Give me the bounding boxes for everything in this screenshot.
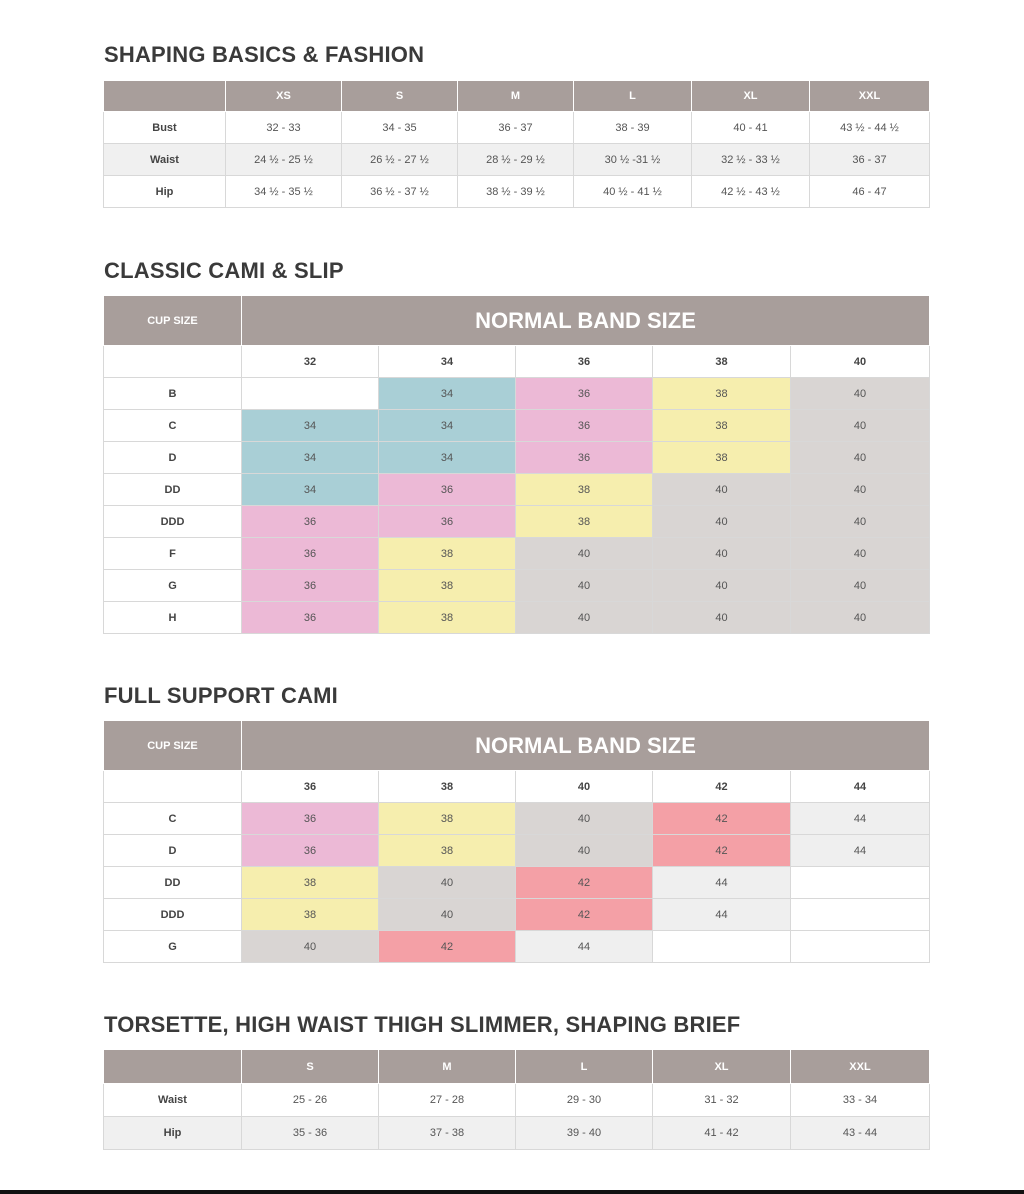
fit-cell: 40	[516, 570, 653, 602]
table-row	[104, 176, 930, 208]
fit-cell: 44	[791, 835, 930, 867]
table-row	[104, 442, 930, 474]
cup-label: DD	[104, 867, 242, 899]
fit-cell: 40	[516, 602, 653, 634]
measure-value: 34 ½ - 35 ½	[226, 176, 342, 208]
fit-cell: 40	[379, 867, 516, 899]
table-row	[104, 378, 930, 410]
size-header: XXL	[791, 1050, 930, 1084]
fit-cell: 36	[242, 835, 379, 867]
table-row	[104, 474, 930, 506]
fit-cell: 40	[242, 931, 379, 963]
fit-cell: 40	[653, 474, 791, 506]
fit-cell: 38	[242, 867, 379, 899]
cup-size-header: CUP SIZE	[104, 296, 242, 346]
size-header: XS	[226, 81, 342, 112]
table-row	[104, 1084, 930, 1117]
fit-cell: 38	[653, 378, 791, 410]
fit-cell: 38	[653, 442, 791, 474]
cup-label: D	[104, 835, 242, 867]
table-row	[104, 835, 930, 867]
cup-label: G	[104, 931, 242, 963]
measure-value: 36 - 37	[458, 112, 574, 144]
measure-value: 31 - 32	[653, 1084, 791, 1117]
fit-cell: 40	[516, 538, 653, 570]
measure-value: 25 - 26	[242, 1084, 379, 1117]
fit-cell: 36	[516, 442, 653, 474]
measure-value: 27 - 28	[379, 1084, 516, 1117]
band-size-header: NORMAL BAND SIZE	[242, 296, 930, 346]
fit-cell: 44	[653, 867, 791, 899]
measure-value: 42 ½ - 43 ½	[692, 176, 810, 208]
fit-cell: 38	[516, 506, 653, 538]
fit-cell: 40	[653, 506, 791, 538]
fit-cell: 34	[379, 442, 516, 474]
fit-cell: 42	[516, 899, 653, 931]
fit-cell: 40	[791, 570, 930, 602]
measure-value: 33 - 34	[791, 1084, 930, 1117]
table-row	[104, 506, 930, 538]
fit-cell: 40	[791, 442, 930, 474]
torsette-size-table	[103, 1049, 930, 1150]
fit-cell: 36	[516, 378, 653, 410]
fit-cell: 38	[379, 538, 516, 570]
fit-cell: 38	[379, 570, 516, 602]
torsette-title: TORSETTE, HIGH WAIST THIGH SLIMMER, SHAPING BRIEF	[104, 1012, 741, 1037]
measure-value: 36 - 37	[810, 144, 930, 176]
table-row	[104, 112, 930, 144]
cup-label: DDD	[104, 506, 242, 538]
table-row	[104, 538, 930, 570]
measure-value: 36 ½ - 37 ½	[342, 176, 458, 208]
fit-cell: 36	[242, 506, 379, 538]
measure-value: 28 ½ - 29 ½	[458, 144, 574, 176]
measure-label: Waist	[104, 1084, 242, 1117]
measure-label: Hip	[104, 176, 226, 208]
measure-value: 32 ½ - 33 ½	[692, 144, 810, 176]
measure-value: 46 - 47	[810, 176, 930, 208]
fit-cell: 42	[516, 867, 653, 899]
fit-cell: 34	[242, 474, 379, 506]
fit-cell: 40	[791, 506, 930, 538]
fit-cell: 42	[653, 803, 791, 835]
fit-cell: 38	[379, 602, 516, 634]
fit-cell: 36	[516, 410, 653, 442]
measure-value: 32 - 33	[226, 112, 342, 144]
cup-size-header: CUP SIZE	[104, 721, 242, 771]
measure-value: 39 - 40	[516, 1117, 653, 1150]
table-row	[104, 803, 930, 835]
fit-cell: 44	[516, 931, 653, 963]
band-column-header: 42	[653, 771, 791, 803]
table-row	[104, 602, 930, 634]
fit-cell: 40	[791, 602, 930, 634]
corner-cell	[104, 1050, 242, 1084]
cup-label: G	[104, 570, 242, 602]
full-title: FULL SUPPORT CAMI	[104, 683, 338, 708]
size-header: XL	[692, 81, 810, 112]
band-column-header: 34	[379, 346, 516, 378]
size-header: M	[458, 81, 574, 112]
fit-cell: 40	[653, 538, 791, 570]
full-size-table	[103, 720, 930, 963]
fit-cell: 36	[379, 506, 516, 538]
fit-cell	[242, 378, 379, 410]
cup-label: H	[104, 602, 242, 634]
fit-cell: 40	[653, 570, 791, 602]
size-header: S	[242, 1050, 379, 1084]
measure-value: 40 ½ - 41 ½	[574, 176, 692, 208]
table-row	[104, 144, 930, 176]
classic-size-table	[103, 295, 930, 634]
size-header: XL	[653, 1050, 791, 1084]
fit-cell: 34	[379, 410, 516, 442]
corner-cell	[104, 81, 226, 112]
fit-cell: 40	[379, 899, 516, 931]
table-row	[104, 570, 930, 602]
fit-cell: 42	[379, 931, 516, 963]
fit-cell	[653, 931, 791, 963]
cup-label: B	[104, 378, 242, 410]
measure-value: 38 - 39	[574, 112, 692, 144]
measure-label: Hip	[104, 1117, 242, 1150]
band-column-header: 44	[791, 771, 930, 803]
band-column-header: 36	[242, 771, 379, 803]
size-header: XXL	[810, 81, 930, 112]
band-column-header: 32	[242, 346, 379, 378]
measure-value: 41 - 42	[653, 1117, 791, 1150]
measure-value: 38 ½ - 39 ½	[458, 176, 574, 208]
fit-cell: 40	[791, 474, 930, 506]
measure-value: 24 ½ - 25 ½	[226, 144, 342, 176]
fit-cell	[791, 899, 930, 931]
measure-value: 30 ½ -31 ½	[574, 144, 692, 176]
fit-cell: 36	[242, 538, 379, 570]
classic-title: CLASSIC CAMI & SLIP	[104, 258, 344, 283]
table-row	[104, 410, 930, 442]
measure-value: 34 - 35	[342, 112, 458, 144]
band-size-header: NORMAL BAND SIZE	[242, 721, 930, 771]
fit-cell: 36	[242, 570, 379, 602]
fit-cell: 36	[242, 803, 379, 835]
fit-cell: 38	[379, 835, 516, 867]
cup-label: D	[104, 442, 242, 474]
size-header: M	[379, 1050, 516, 1084]
size-header: L	[574, 81, 692, 112]
fit-cell: 40	[791, 538, 930, 570]
fit-cell: 40	[516, 835, 653, 867]
fit-cell	[791, 931, 930, 963]
measure-value: 35 - 36	[242, 1117, 379, 1150]
fit-cell: 38	[379, 803, 516, 835]
fit-cell: 40	[653, 602, 791, 634]
shaping-title: SHAPING BASICS & FASHION	[104, 42, 425, 67]
table-row	[104, 899, 930, 931]
band-column-header: 38	[653, 346, 791, 378]
measure-label: Waist	[104, 144, 226, 176]
measure-value: 29 - 30	[516, 1084, 653, 1117]
cup-label: C	[104, 410, 242, 442]
table-row	[104, 1117, 930, 1150]
fit-cell: 44	[653, 899, 791, 931]
fit-cell	[791, 867, 930, 899]
measure-value: 37 - 38	[379, 1117, 516, 1150]
fit-cell: 34	[242, 442, 379, 474]
fit-cell: 40	[791, 410, 930, 442]
table-row	[104, 931, 930, 963]
size-header: L	[516, 1050, 653, 1084]
band-column-header: 36	[516, 346, 653, 378]
fit-cell: 34	[379, 378, 516, 410]
cup-label: C	[104, 803, 242, 835]
fit-cell: 38	[516, 474, 653, 506]
fit-cell: 40	[791, 378, 930, 410]
fit-cell: 36	[242, 602, 379, 634]
size-header: S	[342, 81, 458, 112]
bottom-divider	[0, 1190, 1024, 1194]
fit-cell: 36	[379, 474, 516, 506]
fit-cell: 40	[516, 803, 653, 835]
fit-cell: 34	[242, 410, 379, 442]
measure-value: 43 ½ - 44 ½	[810, 112, 930, 144]
fit-cell: 38	[242, 899, 379, 931]
measure-value: 26 ½ - 27 ½	[342, 144, 458, 176]
cup-label: DD	[104, 474, 242, 506]
band-column-header: 40	[516, 771, 653, 803]
band-column-header: 40	[791, 346, 930, 378]
empty-cell	[104, 346, 242, 378]
measure-value: 40 - 41	[692, 112, 810, 144]
fit-cell: 44	[791, 803, 930, 835]
cup-label: DDD	[104, 899, 242, 931]
empty-cell	[104, 771, 242, 803]
table-row	[104, 867, 930, 899]
shaping-size-table	[103, 80, 930, 208]
measure-label: Bust	[104, 112, 226, 144]
fit-cell: 42	[653, 835, 791, 867]
cup-label: F	[104, 538, 242, 570]
band-column-header: 38	[379, 771, 516, 803]
measure-value: 43 - 44	[791, 1117, 930, 1150]
fit-cell: 38	[653, 410, 791, 442]
